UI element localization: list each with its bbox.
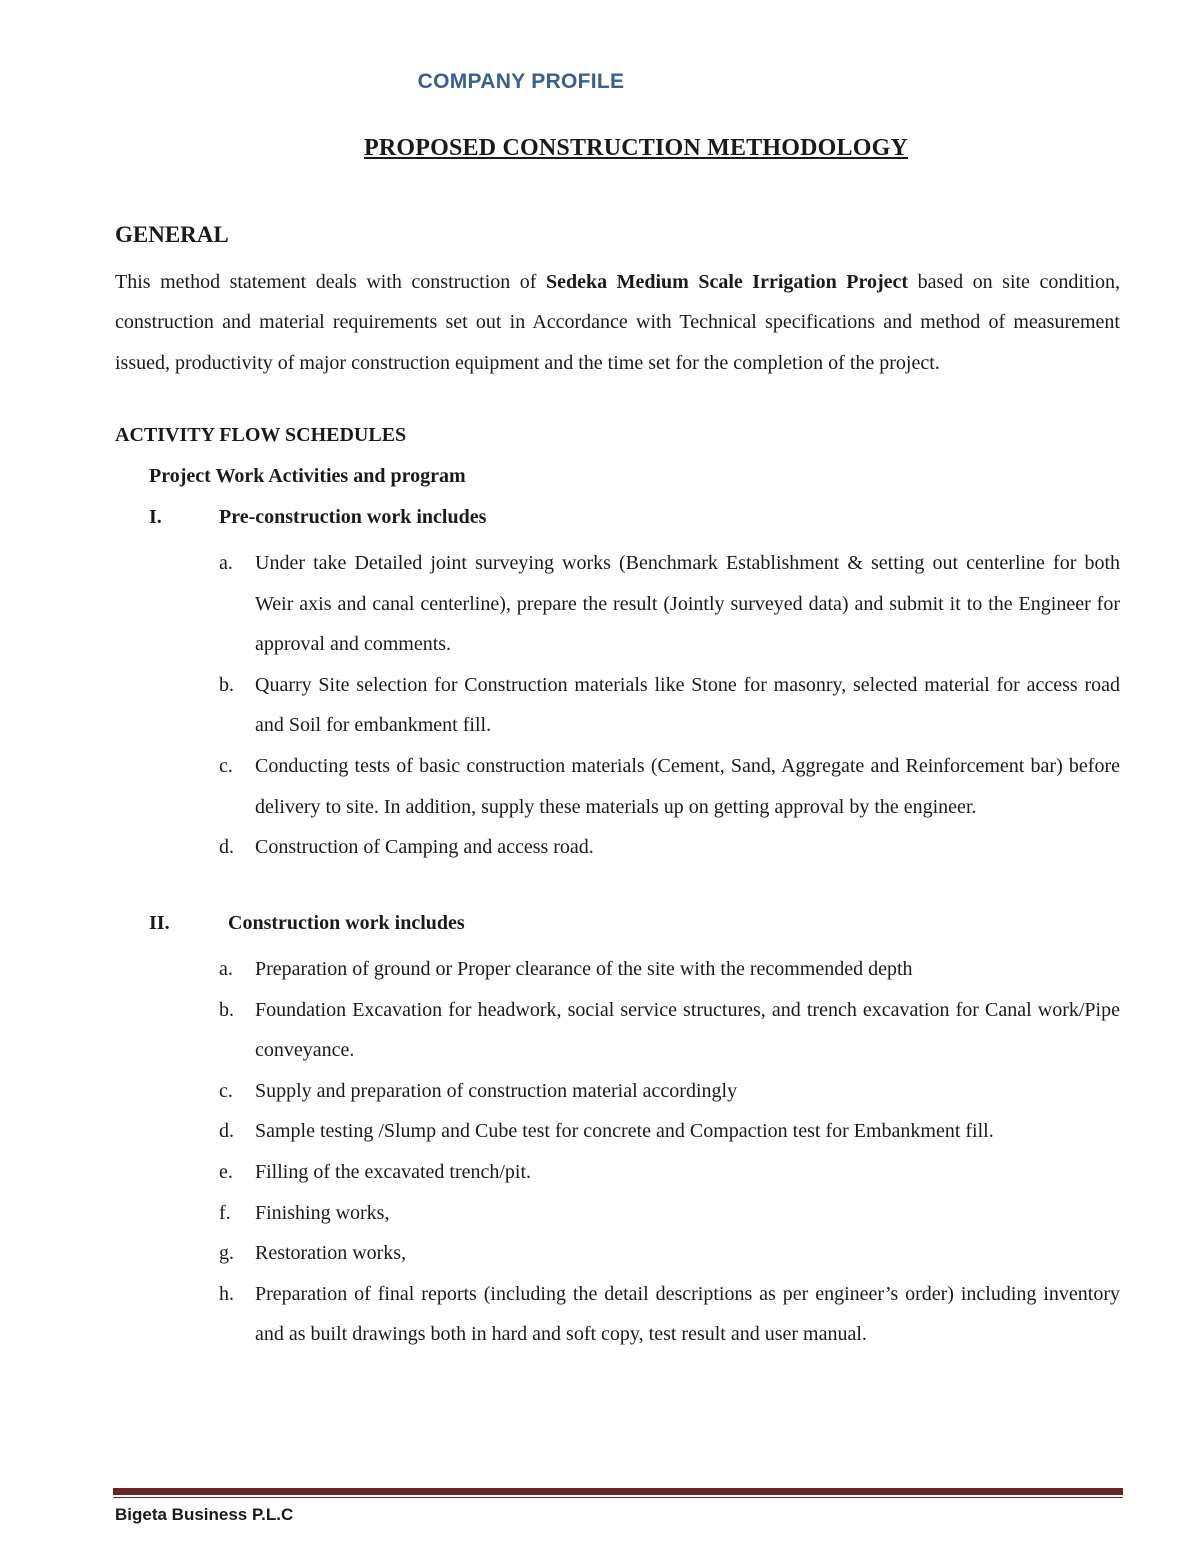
- list-letter: f.: [219, 1201, 231, 1224]
- company-profile-header: COMPANY PROFILE: [417, 70, 625, 93]
- list-letter: a.: [219, 552, 233, 574]
- list-text: Foundation Excavation for headwork, social service structures, and trench excavation for Canal work/Pipe conveyance.: [255, 998, 1120, 1062]
- footer-company-name: Bigeta Business P.L.C: [115, 1505, 294, 1524]
- list-text: Preparation of ground or Proper clearance of the site with the recommended depth: [255, 958, 913, 980]
- project-name: Sedeka Medium Scale Irrigation Project: [545, 271, 909, 293]
- list-letter: d.: [219, 1120, 234, 1143]
- list-item: [219, 543, 1120, 665]
- list-item: [219, 1233, 1120, 1274]
- list-text: Preparation of final reports (including the detail descriptions as per engineer’s order) including inventory and as built drawings both in hard and soft copy, test result and user manual.: [255, 1282, 1120, 1346]
- intro-text-after: based on site condition, construction and material requirements set out in Accordance with Technical specifications and method of measurement issued, productivity of major construction equipment and the time set for the completion of the project.: [115, 271, 1121, 374]
- document-title: PROPOSED CONSTRUCTION METHODOLOGY: [364, 135, 908, 161]
- list-text: Restoration works,: [255, 1242, 407, 1265]
- construction-list: [219, 949, 1120, 1355]
- pre-construction-list: [219, 543, 1120, 868]
- list-letter: c.: [219, 1079, 233, 1102]
- intro-paragraph: [115, 262, 1120, 383]
- list-letter: h.: [219, 1282, 234, 1305]
- list-item: [219, 1111, 1120, 1152]
- list-letter: c.: [219, 754, 233, 777]
- list-item: [219, 949, 1120, 990]
- list-item: [219, 665, 1120, 746]
- list-text: Conducting tests of basic construction materials (Cement, Sand, Aggregate and Reinforcement bar) before delivery to site. In addition, supply these materials up on getting approval by the engineer.: [255, 754, 1120, 818]
- list-text: Finishing works,: [255, 1201, 390, 1224]
- list-item: [219, 1193, 1120, 1234]
- list-letter: d.: [219, 836, 234, 859]
- footer-divider-thin: [113, 1497, 1123, 1498]
- construction-label: Construction work includes: [228, 912, 465, 934]
- list-letter: g.: [219, 1242, 234, 1265]
- list-text: Filling of the excavated trench/pit.: [255, 1160, 532, 1183]
- footer-divider: [113, 1488, 1123, 1495]
- list-text: Quarry Site selection for Construction materials like Stone for masonry, selected material for access road and Soil for embankment fill.: [255, 673, 1120, 737]
- list-item: [219, 746, 1120, 827]
- list-letter: b.: [219, 998, 234, 1021]
- list-text: Supply and preparation of construction material accordingly: [255, 1079, 738, 1102]
- list-letter: b.: [219, 673, 234, 696]
- general-heading: GENERAL: [115, 222, 229, 247]
- list-text: Sample testing /Slump and Cube test for concrete and Compaction test for Embankment fill.: [255, 1120, 994, 1143]
- program-heading: Project Work Activities and program: [149, 465, 466, 487]
- list-item: [219, 1152, 1120, 1193]
- activity-flow-heading: ACTIVITY FLOW SCHEDULES: [115, 424, 407, 446]
- list-item: [219, 1274, 1120, 1355]
- list-item: [219, 827, 1120, 868]
- list-text: Under take Detailed joint surveying works (Benchmark Establishment & setting out centerline for both Weir axis and canal centerline), prepare the result (Jointly surveyed data) and submit it to the Engineer for approval and comments.: [255, 552, 1120, 656]
- roman-numeral-i: I.: [149, 506, 162, 528]
- list-item: [219, 1071, 1120, 1112]
- list-letter: e.: [219, 1160, 233, 1183]
- pre-construction-label: Pre-construction work includes: [219, 506, 487, 528]
- list-item: [219, 990, 1120, 1071]
- intro-text-before: This method statement deals with construction of: [115, 271, 546, 293]
- list-text: Construction of Camping and access road.: [255, 836, 594, 859]
- roman-numeral-ii: II.: [149, 912, 170, 934]
- list-letter: a.: [219, 958, 233, 980]
